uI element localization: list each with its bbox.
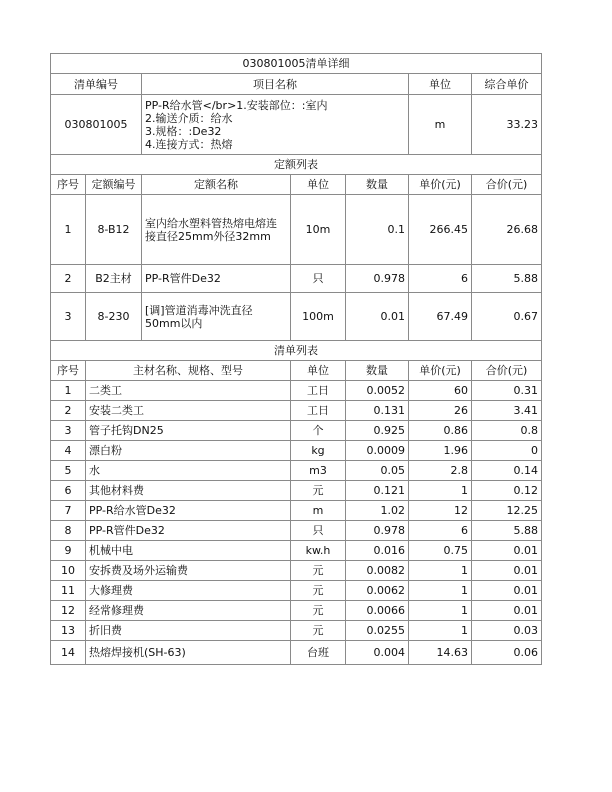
item-total: 0.01 (472, 541, 542, 561)
item-qty: 0.0066 (346, 601, 409, 621)
item-no: 8 (51, 521, 86, 541)
col-header-code: 清单编号 (51, 74, 142, 95)
item-total: 0.06 (472, 641, 542, 665)
col-header-price: 综合单价 (472, 74, 542, 95)
item-total: 0.03 (472, 621, 542, 641)
table-row (51, 501, 542, 521)
item-unit: 元 (291, 601, 346, 621)
item-name: 水 (86, 461, 291, 481)
document-title: 030801005清单详细 (51, 54, 542, 74)
table-row (51, 561, 542, 581)
item-qty: 0.0009 (346, 441, 409, 461)
quota-no: 2 (51, 265, 86, 293)
table-row (51, 601, 542, 621)
table-row (51, 521, 542, 541)
item-no: 6 (51, 481, 86, 501)
item-name: 二类工 (86, 381, 291, 401)
quota-col-price: 单价(元) (409, 175, 472, 195)
quota-col-no: 序号 (51, 175, 86, 195)
quota-qty: 0.1 (346, 195, 409, 265)
item-qty: 0.925 (346, 421, 409, 441)
description-line: 3.规格：:De32 (145, 124, 222, 138)
bill-unit-price: 33.23 (472, 95, 542, 155)
quota-col-code: 定额编号 (86, 175, 142, 195)
table-row (51, 621, 542, 641)
item-price: 1 (409, 561, 472, 581)
item-unit: 只 (291, 521, 346, 541)
item-qty: 0.0082 (346, 561, 409, 581)
item-no: 7 (51, 501, 86, 521)
quota-table (50, 154, 542, 341)
item-unit: 个 (291, 421, 346, 441)
item-qty: 0.05 (346, 461, 409, 481)
item-name: 折旧费 (86, 621, 291, 641)
bill-header-table (50, 53, 542, 155)
item-price: 1 (409, 481, 472, 501)
item-price: 1 (409, 581, 472, 601)
item-qty: 0.004 (346, 641, 409, 665)
description-line: 4.连接方式：热熔 (145, 137, 233, 151)
quota-code: 8-230 (86, 293, 142, 341)
table-row (51, 421, 542, 441)
item-no: 12 (51, 601, 86, 621)
item-price: 12 (409, 501, 472, 521)
quota-price: 67.49 (409, 293, 472, 341)
item-name: 大修理费 (86, 581, 291, 601)
item-name: 机械中电 (86, 541, 291, 561)
item-price: 6 (409, 521, 472, 541)
item-qty: 0.978 (346, 521, 409, 541)
item-total: 0.01 (472, 601, 542, 621)
table-row (51, 481, 542, 501)
item-name: 安拆费及场外运输费 (86, 561, 291, 581)
col-header-name: 项目名称 (142, 74, 409, 95)
item-total: 3.41 (472, 401, 542, 421)
quota-unit: 10m (291, 195, 346, 265)
table-row (51, 381, 542, 401)
quota-no: 1 (51, 195, 86, 265)
item-no: 13 (51, 621, 86, 641)
bill-unit: m (409, 95, 472, 155)
item-name: 安装二类工 (86, 401, 291, 421)
quota-name: PP-R管件De32 (142, 265, 291, 293)
item-qty: 0.0062 (346, 581, 409, 601)
item-total: 5.88 (472, 521, 542, 541)
item-unit: 工日 (291, 401, 346, 421)
quota-total: 0.67 (472, 293, 542, 341)
quota-col-unit: 单位 (291, 175, 346, 195)
table-row (51, 401, 542, 421)
quota-price: 6 (409, 265, 472, 293)
items-col-name: 主材名称、规格、型号 (86, 361, 291, 381)
item-name: PP-R管件De32 (86, 521, 291, 541)
quota-unit: 只 (291, 265, 346, 293)
item-name: 漂白粉 (86, 441, 291, 461)
item-price: 1.96 (409, 441, 472, 461)
item-price: 14.63 (409, 641, 472, 665)
table-row (51, 461, 542, 481)
quota-price: 266.45 (409, 195, 472, 265)
item-total: 0.01 (472, 581, 542, 601)
items-section-title: 清单列表 (51, 341, 542, 361)
item-total: 0.01 (472, 561, 542, 581)
item-name: 热熔焊接机(SH-63) (86, 641, 291, 665)
quota-total: 5.88 (472, 265, 542, 293)
item-total: 0 (472, 441, 542, 461)
quota-unit: 100m (291, 293, 346, 341)
item-no: 9 (51, 541, 86, 561)
item-price: 0.86 (409, 421, 472, 441)
item-unit: 台班 (291, 641, 346, 665)
bill-code: 030801005 (51, 95, 142, 155)
items-col-price: 单价(元) (409, 361, 472, 381)
table-row (51, 541, 542, 561)
item-price: 0.75 (409, 541, 472, 561)
table-row (51, 195, 542, 265)
item-price: 1 (409, 621, 472, 641)
items-col-total: 合价(元) (472, 361, 542, 381)
item-qty: 0.0255 (346, 621, 409, 641)
item-no: 1 (51, 381, 86, 401)
table-row (51, 441, 542, 461)
item-qty: 0.121 (346, 481, 409, 501)
item-name: PP-R给水管De32 (86, 501, 291, 521)
item-total: 0.14 (472, 461, 542, 481)
items-col-unit: 单位 (291, 361, 346, 381)
item-name: 经常修理费 (86, 601, 291, 621)
col-header-unit: 单位 (409, 74, 472, 95)
item-unit: m (291, 501, 346, 521)
item-unit: 元 (291, 561, 346, 581)
quota-qty: 0.978 (346, 265, 409, 293)
table-row (51, 265, 542, 293)
quota-col-qty: 数量 (346, 175, 409, 195)
description-line: 2.输送介质：给水 (145, 111, 233, 125)
item-no: 4 (51, 441, 86, 461)
item-unit: 工日 (291, 381, 346, 401)
quota-code: B2主材 (86, 265, 142, 293)
item-price: 2.8 (409, 461, 472, 481)
item-total: 12.25 (472, 501, 542, 521)
material-list-table (50, 340, 542, 665)
item-qty: 0.0052 (346, 381, 409, 401)
item-name: 其他材料费 (86, 481, 291, 501)
items-col-qty: 数量 (346, 361, 409, 381)
item-no: 5 (51, 461, 86, 481)
description-line: PP-R给水管</br>1.安装部位：:室内 (145, 98, 328, 112)
item-no: 14 (51, 641, 86, 665)
item-unit: kg (291, 441, 346, 461)
quota-qty: 0.01 (346, 293, 409, 341)
quota-name: [调]管道消毒冲洗直径50mm以内 (142, 293, 291, 341)
quota-code: 8-B12 (86, 195, 142, 265)
table-row (51, 581, 542, 601)
item-name: 管子托钩DN25 (86, 421, 291, 441)
quota-no: 3 (51, 293, 86, 341)
table-row (51, 641, 542, 665)
quota-section-title: 定额列表 (51, 155, 542, 175)
item-total: 0.31 (472, 381, 542, 401)
table-row (51, 293, 542, 341)
bill-item-description (142, 95, 409, 155)
item-unit: 元 (291, 581, 346, 601)
item-no: 11 (51, 581, 86, 601)
item-no: 2 (51, 401, 86, 421)
item-price: 26 (409, 401, 472, 421)
item-qty: 1.02 (346, 501, 409, 521)
item-unit: kw.h (291, 541, 346, 561)
quota-col-name: 定额名称 (142, 175, 291, 195)
item-no: 10 (51, 561, 86, 581)
item-qty: 0.016 (346, 541, 409, 561)
item-price: 60 (409, 381, 472, 401)
item-unit: 元 (291, 481, 346, 501)
item-unit: m3 (291, 461, 346, 481)
quota-name: 室内给水塑料管热熔电熔连接直径25mm外径32mm (142, 195, 291, 265)
item-qty: 0.131 (346, 401, 409, 421)
item-total: 0.8 (472, 421, 542, 441)
items-col-no: 序号 (51, 361, 86, 381)
item-unit: 元 (291, 621, 346, 641)
quota-total: 26.68 (472, 195, 542, 265)
item-price: 1 (409, 601, 472, 621)
item-no: 3 (51, 421, 86, 441)
quota-col-total: 合价(元) (472, 175, 542, 195)
item-total: 0.12 (472, 481, 542, 501)
